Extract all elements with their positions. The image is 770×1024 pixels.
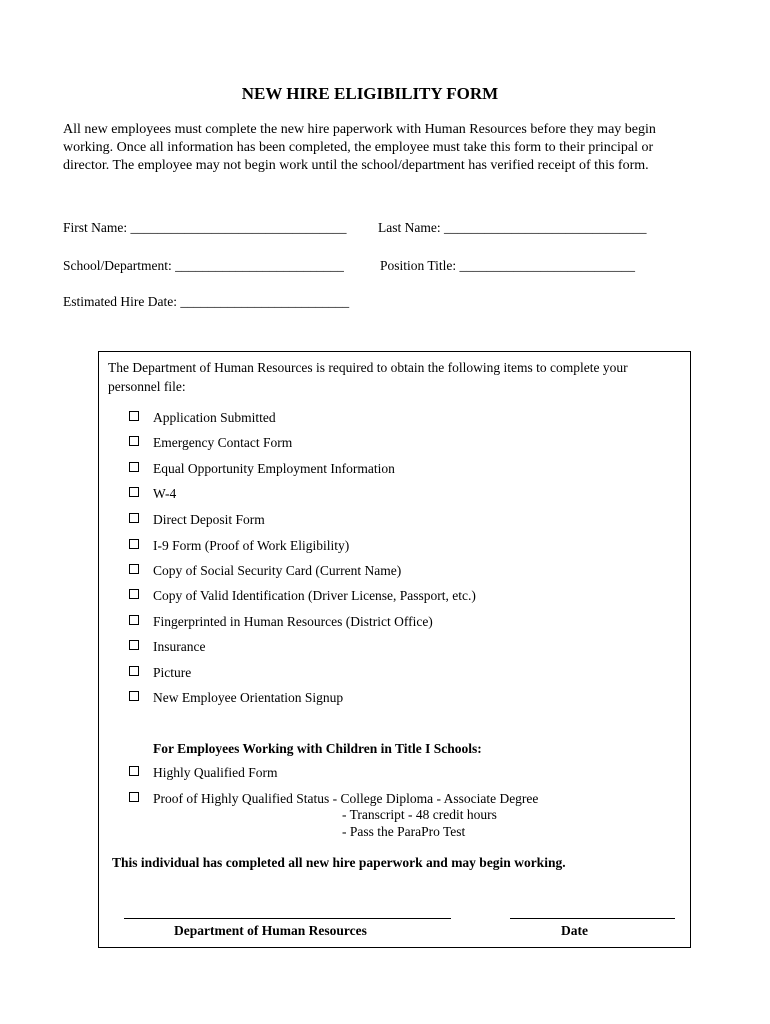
checklist-item[interactable]: I-9 Form (Proof of Work Eligibility)	[129, 538, 349, 554]
title-i-subline: - Transcript - 48 credit hours	[342, 807, 497, 822]
checkbox-icon[interactable]	[129, 792, 139, 802]
checklist-item[interactable]: New Employee Orientation Signup	[129, 690, 343, 706]
position-title-field[interactable]: Position Title: __________________________	[380, 258, 636, 273]
checklist-intro: The Department of Human Resources is required to obtain the following items to complete your personnel file:	[108, 360, 628, 394]
checkbox-icon[interactable]	[129, 666, 139, 676]
checklist-item[interactable]: Insurance	[129, 639, 205, 655]
checkbox-icon[interactable]	[129, 487, 139, 497]
last-name-field[interactable]: Last Name: ______________________________	[378, 220, 647, 235]
date-signature-line[interactable]	[510, 918, 675, 919]
hr-signature-label: Department of Human Resources	[174, 923, 367, 938]
date-label: Date	[561, 923, 588, 938]
checkbox-icon[interactable]	[129, 513, 139, 523]
title-i-item[interactable]: Highly Qualified Form	[129, 765, 278, 781]
checkbox-icon[interactable]	[129, 564, 139, 574]
checklist-item[interactable]: Emergency Contact Form	[129, 435, 292, 451]
checklist-item[interactable]: W-4	[129, 486, 176, 502]
checkbox-icon[interactable]	[129, 615, 139, 625]
checklist-item[interactable]: Fingerprinted in Human Resources (District Office)	[129, 614, 433, 630]
checklist-item[interactable]: Equal Opportunity Employment Information	[129, 461, 395, 477]
title-i-item[interactable]: Proof of Highly Qualified Status - College Diploma - Associate Degree	[129, 791, 538, 807]
checklist-item[interactable]: Direct Deposit Form	[129, 512, 265, 528]
checklist-item[interactable]: Copy of Valid Identification (Driver License, Passport, etc.)	[129, 588, 476, 604]
checklist-item[interactable]: Picture	[129, 665, 191, 681]
checkbox-icon[interactable]	[129, 411, 139, 421]
hr-checklist-box	[98, 351, 691, 948]
hr-signature-line[interactable]	[124, 918, 451, 919]
checkbox-icon[interactable]	[129, 436, 139, 446]
form-title: NEW HIRE ELIGIBILITY FORM	[241, 84, 499, 103]
checkbox-icon[interactable]	[129, 462, 139, 472]
checkbox-icon[interactable]	[129, 640, 139, 650]
checkbox-icon[interactable]	[129, 539, 139, 549]
checklist-item[interactable]: Copy of Social Security Card (Current Name)	[129, 563, 401, 579]
checkbox-icon[interactable]	[129, 766, 139, 776]
school-department-field[interactable]: School/Department: _________________________	[63, 258, 344, 273]
checkbox-icon[interactable]	[129, 691, 139, 701]
first-name-field[interactable]: First Name: ________________________________	[63, 220, 347, 235]
completion-statement: This individual has completed all new hire paperwork and may begin working.	[112, 855, 566, 870]
intro-paragraph: All new employees must complete the new hire paperwork with Human Resources before they may begin working. Once all information has been completed, the employee must take this form to their principal or director. The employee may not begin work until the school/department has verified receipt of this form.	[63, 122, 656, 173]
title-i-heading: For Employees Working with Children in Title I Schools:	[153, 741, 482, 756]
checkbox-icon[interactable]	[129, 589, 139, 599]
title-i-subline: - Pass the ParaPro Test	[342, 824, 466, 839]
checklist-item[interactable]: Application Submitted	[129, 410, 276, 426]
estimated-hire-date-field[interactable]: Estimated Hire Date: _________________________	[63, 294, 350, 309]
